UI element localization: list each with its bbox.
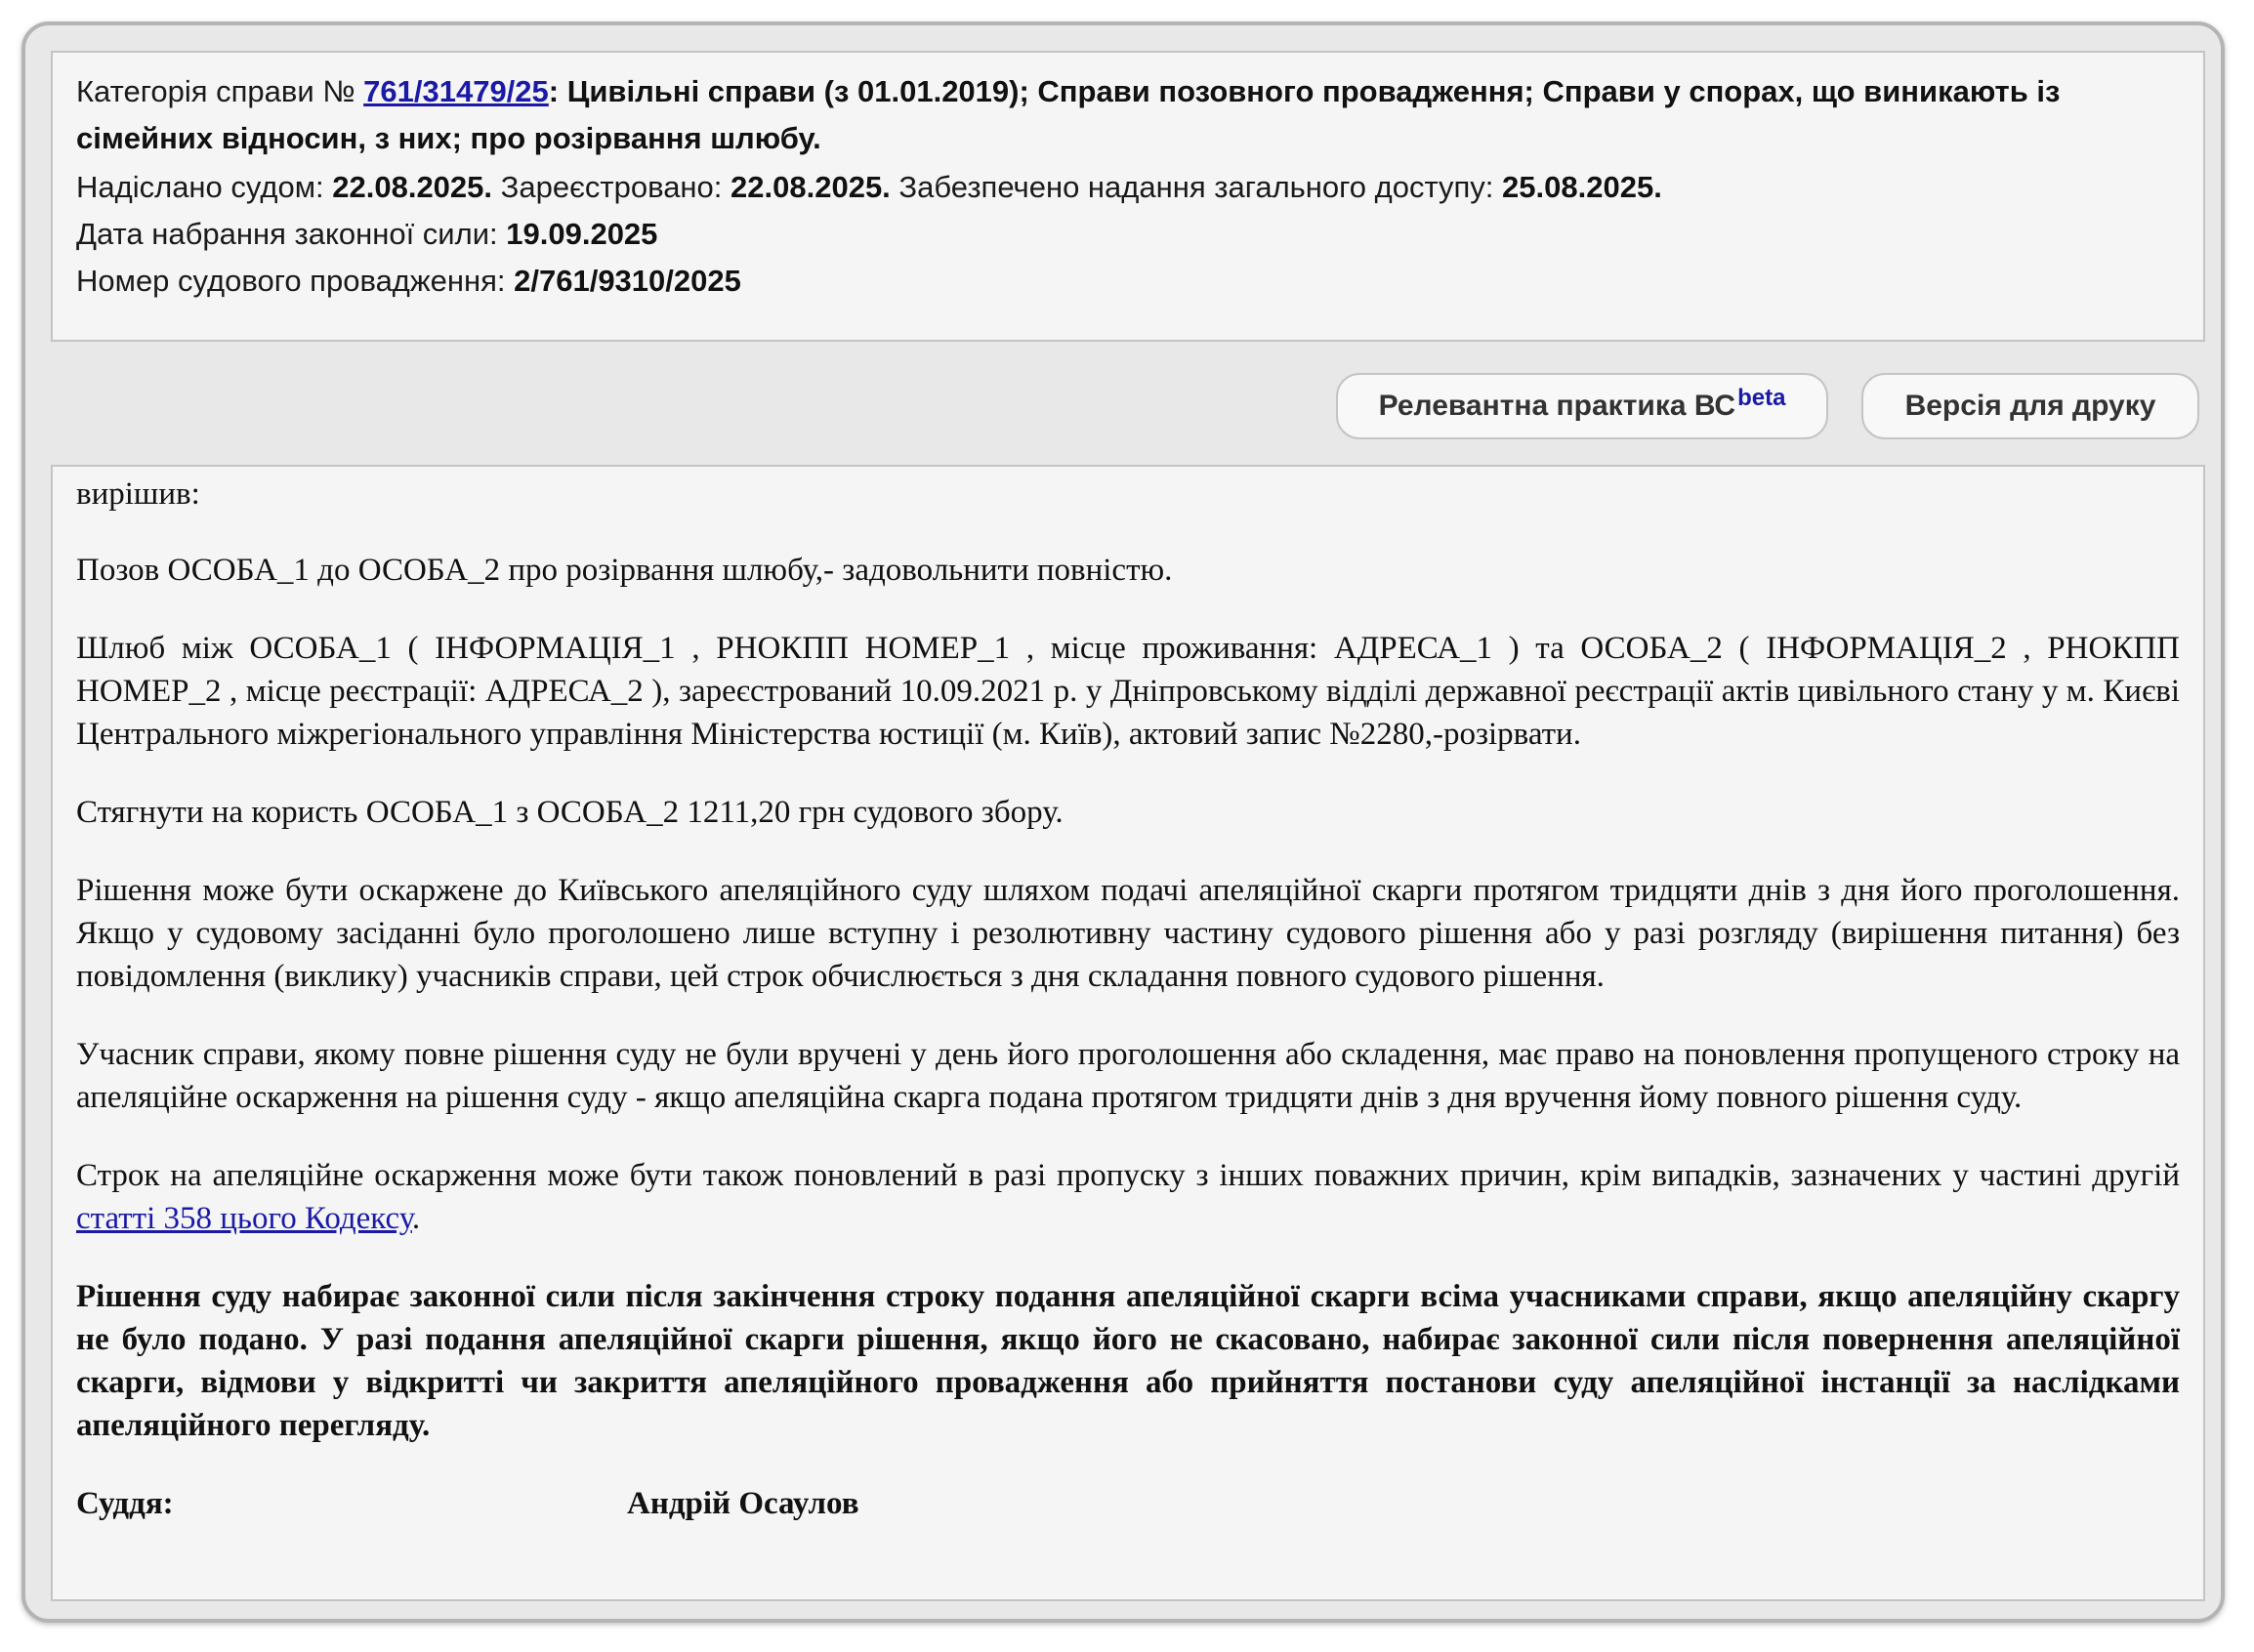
decision-paragraph-force: Рішення суду набирає законної сили після закінчення строку подання апеляційної скарги всіма учасниками справи, якщо апеляційну скаргу не було подано. У разі подання апеляційної скарги рішення, якщо його не скасовано, набирає законної сили після повернення апеляційної скарги, відмови у відкритті чи закриття апеляційного провадження або прийняття постанови суду апеляційної інстанції за наслідками апеляційного перегляду. [76,1279,2180,1443]
category-text: : Цивільні справи (з 01.01.2019); Справи позовного провадження; Справи у спорах, що виникають із сімейних відносин, з них; про розірвання шлюбу. [76,74,2061,155]
registered-label: Зареєстровано: [492,170,731,204]
case-info-box [51,51,2205,342]
access-date: 25.08.2025. [1502,170,1662,204]
judge-signature [76,1482,2180,1525]
action-buttons [1336,373,2199,439]
beta-badge: beta [1737,385,1786,411]
print-version-label: Версія для друку [1904,390,2156,422]
proceeding-number: 2/761/9310/2025 [514,264,741,298]
relevant-practice-label: Релевантна практика ВС [1378,390,1736,422]
decision-paragraph-participant: Учасник справи, якому повне рішення суду не були вручені у день його проголошення або складення, має право на поновлення пропущеного строку на апеляційне оскарження на рішення суду - якщо апеляційна скарга подана протягом тридцяти днів з дня вручення йому повного рішення суду. [76,1037,2180,1115]
proceeding-label: Номер судового провадження: [76,264,515,298]
decision-paragraph-fee: Стягнути на користь ОСОБА_1 з ОСОБА_2 1211,20 грн судового збору. [76,795,1064,830]
category-prefix: Категорія справи № [76,74,364,108]
decision-paragraph-term [76,1154,2180,1240]
effective-date: 19.09.2025 [506,217,658,251]
sent-label: Надіслано судом: [76,170,333,204]
relevant-practice-button[interactable] [1336,373,1828,439]
article-358-link[interactable]: статті 358 цього Кодексу [76,1201,412,1236]
judge-label: Суддя: [76,1486,174,1521]
access-label: Забезпечено надання загального доступу: [890,170,1503,204]
term-end: . [411,1201,421,1236]
decision-heading: вирішив: [76,476,200,512]
term-text: Строк на апеляційне оскарження може бути також поновлений в разі пропуску з інших поважних причин, крім випадків, зазначених у частині другій [76,1158,2180,1193]
decision-paragraph-marriage: Шлюб між ОСОБА_1 ( ІНФОРМАЦІЯ_1 , РНОКПП НОМЕР_1 , місце проживання: АДРЕСА_1 ) та ОСОБА_2 ( ІНФОРМАЦІЯ_2 , РНОКПП НОМЕР_2 , місце реєстрації: АДРЕСА_2 ), зареєстрований 10.09.2021 р. у Дніпровському відділі державної реєстрації актів цивільного стану у м. Києві Центрального міжрегіонального управління Міністерства юстиції (м. Київ), актовий запис №2280,-розірвати. [76,631,2180,752]
proceeding-line [76,258,2180,305]
case-category-line [76,68,2180,162]
registered-date: 22.08.2025. [730,170,891,204]
judge-name: Андрій Осаулов [627,1486,859,1521]
effective-label: Дата набрання законної сили: [76,217,507,251]
effective-line [76,211,2180,258]
case-number-link[interactable]: 761/31479/25 [363,74,549,108]
decision-paragraph-claim: Позов ОСОБА_1 до ОСОБА_2 про розірвання шлюбу,- задовольнити повністю. [76,553,1173,588]
sent-date: 22.08.2025. [332,170,493,204]
decision-paragraph-appeal: Рішення може бути оскаржене до Київського апеляційного суду шляхом подачі апеляційної скарги протягом тридцяти днів з дня його проголошення. Якщо у судовому засіданні було проголошено лише вступну і резолютивну частину судового рішення або у разі розгляду (вирішення питання) без повідомлення (виклику) учасників справи, цей строк обчислюється з дня складання повного судового рішення. [76,873,2180,994]
print-version-button[interactable] [1861,373,2199,439]
decision-text-box [51,465,2205,1601]
document-panel [21,21,2225,1623]
dates-line [76,164,2180,211]
